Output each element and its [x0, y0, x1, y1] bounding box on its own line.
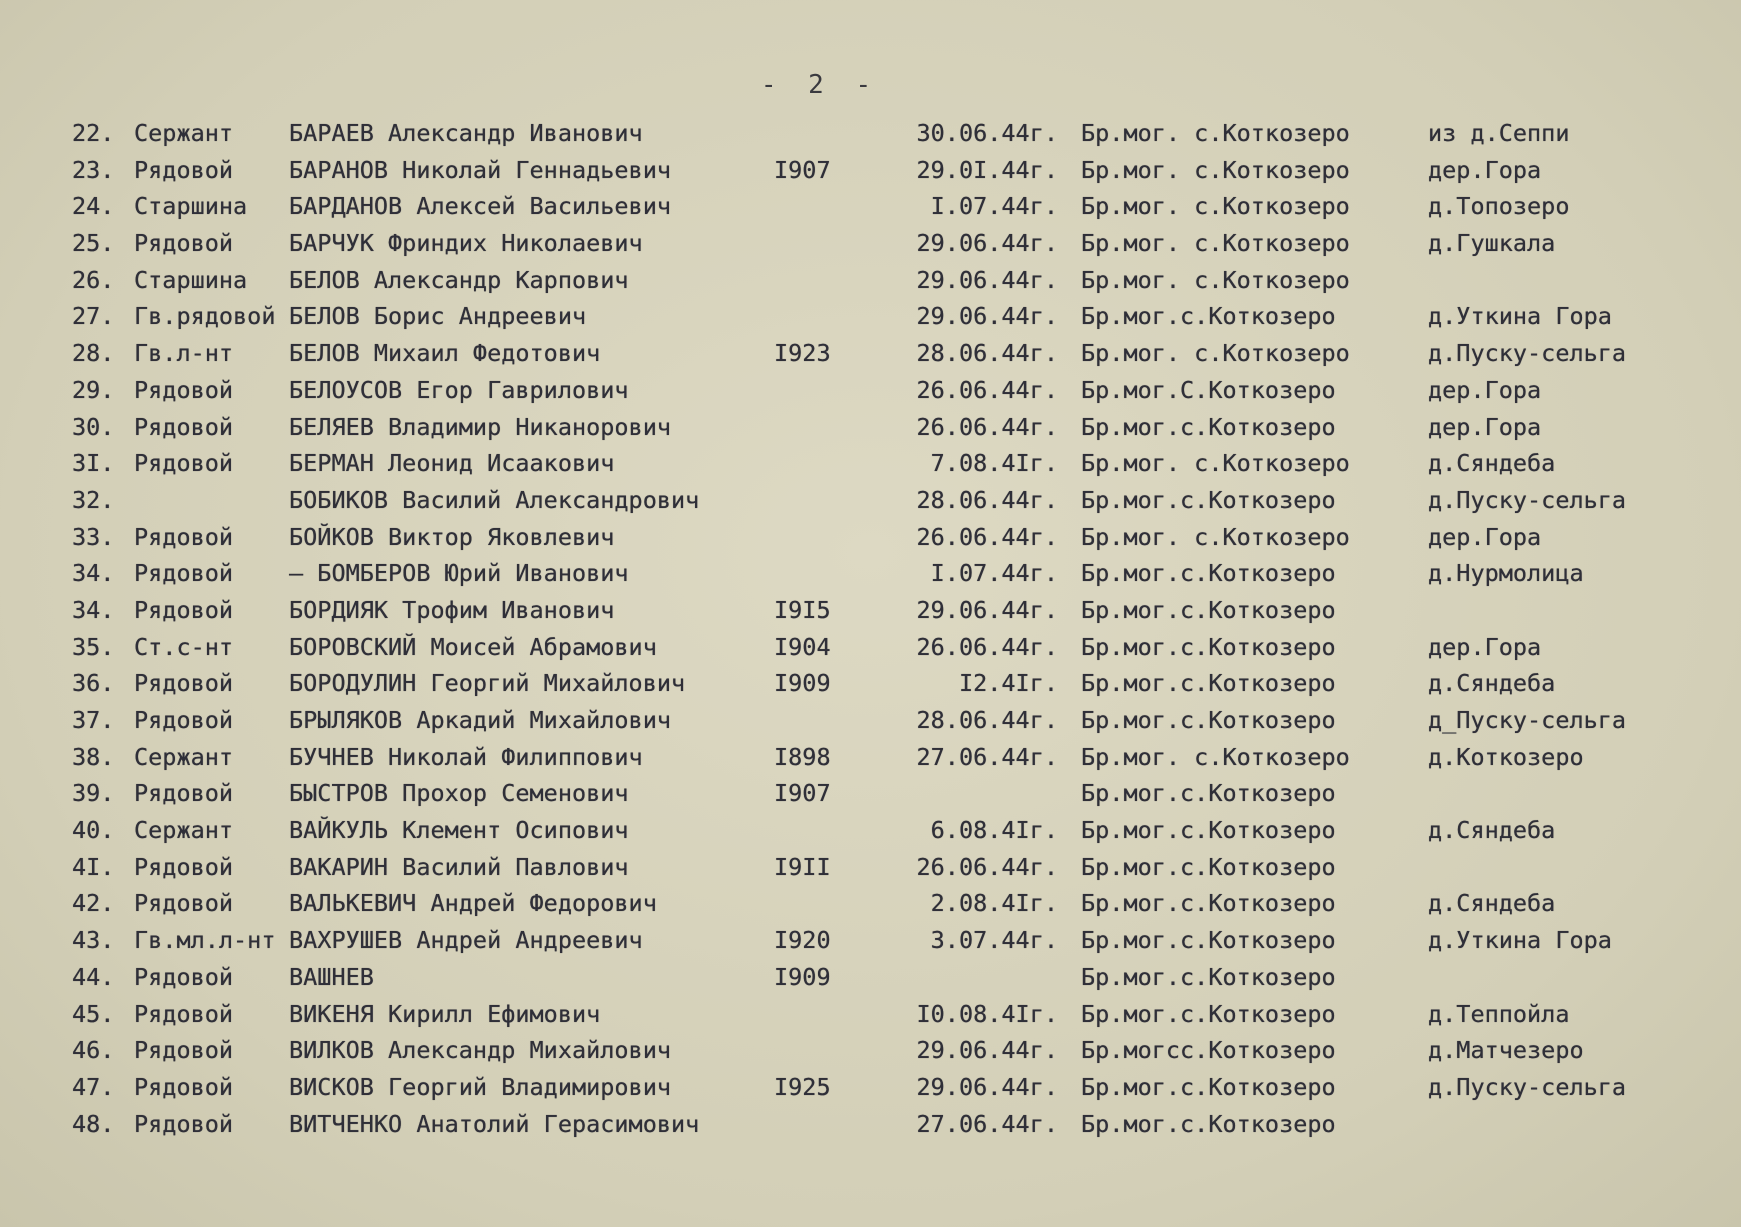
- entry-death-date: 2.08.4Iг.: [930, 889, 1058, 918]
- entry-death-date: 28.06.44г.: [916, 485, 1058, 514]
- entry-burial-place: Бр.мог. с.Коткозеро: [1081, 265, 1350, 294]
- entry-burial-place: Бр.мог.с.Коткозеро: [1081, 559, 1336, 588]
- entry-burial-place: Бр.мог.с.Коткозеро: [1081, 412, 1336, 441]
- entry-rank: Рядовой: [134, 999, 234, 1028]
- entry-rank: Рядовой: [134, 889, 234, 918]
- entry-death-date: 30.06.44г.: [916, 119, 1058, 147]
- entry-number: 24.: [72, 192, 115, 221]
- entry-burial-place: Бр.мог.с.Коткозеро: [1081, 852, 1336, 881]
- entry-burial-place: Бр.мог. с.Коткозеро: [1081, 229, 1350, 258]
- entry-burial-place: Бр.мог. с.Коткозеро: [1081, 449, 1350, 478]
- entry-name: БЕЛЯЕВ Владимир Никанорович: [289, 412, 672, 441]
- page-number: - 2 -: [760, 70, 880, 100]
- roster-row: [0, 482, 1741, 519]
- entry-death-date: 26.06.44г.: [916, 632, 1058, 661]
- roster-row: [0, 849, 1741, 886]
- entry-number: 36.: [72, 669, 115, 698]
- roster-row: [0, 702, 1741, 739]
- entry-number: 43.: [72, 926, 115, 955]
- entry-burial-place: Бр.мог. с.Коткозеро: [1081, 155, 1350, 184]
- entry-death-date: 26.06.44г.: [916, 852, 1058, 881]
- entry-location: д_Пуску-сельга: [1428, 706, 1627, 734]
- roster-row: [0, 555, 1741, 592]
- entry-location: д.Нурмолица: [1428, 559, 1584, 588]
- entry-name: БОРДИЯК Трофим Иванович: [289, 595, 615, 624]
- roster-row: [0, 885, 1741, 922]
- roster-row: [0, 519, 1741, 556]
- roster-row: [0, 115, 1741, 152]
- entry-birth-year: I9I5: [774, 595, 831, 624]
- entry-number: 45.: [72, 999, 115, 1028]
- roster-row: [0, 298, 1741, 335]
- entry-rank: Рядовой: [134, 669, 234, 698]
- entry-rank: Сержант: [134, 119, 234, 147]
- roster-row: [0, 812, 1741, 849]
- entry-death-date: 29.06.44г.: [916, 595, 1058, 624]
- entry-number: 47.: [72, 1072, 115, 1101]
- entry-rank: Рядовой: [134, 412, 234, 441]
- roster-row: [0, 996, 1741, 1033]
- entry-burial-place: Бр.мог. с.Коткозеро: [1081, 119, 1350, 147]
- entry-number: 40.: [72, 816, 115, 845]
- entry-number: 37.: [72, 706, 115, 734]
- entry-location: д.Гушкала: [1428, 229, 1556, 258]
- entry-burial-place: Бр.мог.С.Коткозеро: [1081, 375, 1336, 404]
- entry-death-date: 28.06.44г.: [916, 339, 1058, 368]
- entry-rank: Сержант: [134, 742, 234, 771]
- entry-location: д.Сяндеба: [1428, 889, 1556, 918]
- entry-death-date: 29.06.44г.: [916, 302, 1058, 331]
- entry-number: 44.: [72, 962, 115, 991]
- entry-number: 26.: [72, 265, 115, 294]
- entry-location: д.Сяндеба: [1428, 669, 1556, 698]
- roster-row: [0, 225, 1741, 262]
- entry-number: 29.: [72, 375, 115, 404]
- entry-location: д.Теппойла: [1428, 999, 1570, 1028]
- roster-row: [0, 739, 1741, 776]
- entry-name: БРЫЛЯКОВ Аркадий Михайлович: [289, 706, 672, 734]
- entry-name: ВАКАРИН Василий Павлович: [289, 852, 629, 881]
- roster-row: [0, 592, 1741, 629]
- entry-death-date: I0.08.4Iг.: [916, 999, 1058, 1028]
- entry-death-date: I.07.44г.: [930, 559, 1058, 588]
- entry-burial-place: Бр.могсс.Коткозеро: [1081, 1036, 1336, 1065]
- entry-death-date: I2.4Iг.: [958, 669, 1058, 698]
- entry-rank: Рядовой: [134, 595, 234, 624]
- entry-death-date: 26.06.44г.: [916, 522, 1058, 551]
- entry-name: БОРОВСКИЙ Моисей Абрамович: [289, 632, 657, 661]
- entry-name: БАРЧУК Фриндих Николаевич: [289, 229, 643, 258]
- entry-death-date: 26.06.44г.: [916, 412, 1058, 441]
- entry-burial-place: Бр.мог.с.Коткозеро: [1081, 1072, 1336, 1101]
- roster-row: [0, 372, 1741, 409]
- entry-name: БОБИКОВ Василий Александрович: [289, 485, 700, 514]
- roster-row: [0, 1032, 1741, 1069]
- entry-birth-year: I920: [774, 926, 831, 955]
- entry-burial-place: Бр.мог.с.Коткозеро: [1081, 302, 1336, 331]
- entry-burial-place: Бр.мог.с.Коткозеро: [1081, 816, 1336, 845]
- entry-birth-year: I9II: [774, 852, 831, 881]
- entry-burial-place: Бр.мог.с.Коткозеро: [1081, 706, 1336, 734]
- entry-location: д.Коткозеро: [1428, 742, 1584, 771]
- entry-birth-year: I909: [774, 669, 831, 698]
- entry-name: ВАЛЬКЕВИЧ Андрей Федорович: [289, 889, 657, 918]
- entry-name: – БОМБЕРОВ Юрий Иванович: [289, 559, 629, 588]
- entry-death-date: 27.06.44г.: [916, 742, 1058, 771]
- entry-burial-place: Бр.мог.с.Коткозеро: [1081, 632, 1336, 661]
- entry-number: 30.: [72, 412, 115, 441]
- entry-location: д.Уткина Гора: [1428, 302, 1612, 331]
- entry-burial-place: Бр.мог.с.Коткозеро: [1081, 962, 1336, 991]
- entry-rank: Рядовой: [134, 449, 234, 478]
- entry-location: д.Пуску-сельга: [1428, 339, 1627, 368]
- entry-name: БАРАЕВ Александр Иванович: [289, 119, 643, 147]
- entry-number: 35.: [72, 632, 115, 661]
- entry-name: ВИКЕНЯ Кирилл Ефимович: [289, 999, 601, 1028]
- entry-name: БОЙКОВ Виктор Яковлевич: [289, 522, 615, 551]
- entry-location: из д.Сеппи: [1428, 119, 1570, 147]
- entry-burial-place: Бр.мог.с.Коткозеро: [1081, 999, 1336, 1028]
- entry-rank: Рядовой: [134, 559, 234, 588]
- entry-location: д.Матчезеро: [1428, 1036, 1584, 1065]
- roster-row: [0, 1106, 1741, 1143]
- entry-birth-year: I925: [774, 1072, 831, 1101]
- roster-row: [0, 188, 1741, 225]
- entry-rank: Рядовой: [134, 229, 234, 258]
- entry-death-date: 29.06.44г.: [916, 229, 1058, 258]
- entry-number: 38.: [72, 742, 115, 771]
- roster-row: [0, 959, 1741, 996]
- entry-name: ВАШНЕВ: [289, 962, 374, 991]
- entry-death-date: I.07.44г.: [930, 192, 1058, 221]
- entry-burial-place: Бр.мог. с.Коткозеро: [1081, 192, 1350, 221]
- entry-name: БЕЛОВ Борис Андреевич: [289, 302, 587, 331]
- entry-location: дер.Гора: [1428, 522, 1542, 551]
- entry-burial-place: Бр.мог.с.Коткозеро: [1081, 485, 1336, 514]
- entry-birth-year: I904: [774, 632, 831, 661]
- entry-burial-place: Бр.мог.с.Коткозеро: [1081, 595, 1336, 624]
- entry-number: 42.: [72, 889, 115, 918]
- entry-rank: Рядовой: [134, 375, 234, 404]
- entry-burial-place: Бр.мог. с.Коткозеро: [1081, 522, 1350, 551]
- entry-number: 34.: [72, 595, 115, 624]
- entry-number: 32.: [72, 485, 115, 514]
- entry-rank: Сержант: [134, 816, 234, 845]
- entry-rank: Рядовой: [134, 1072, 234, 1101]
- entry-number: 25.: [72, 229, 115, 258]
- entry-location: д.Сяндеба: [1428, 816, 1556, 845]
- entry-rank: Рядовой: [134, 522, 234, 551]
- entry-birth-year: I907: [774, 155, 831, 184]
- entry-number: 22.: [72, 119, 115, 147]
- roster-row: [0, 409, 1741, 446]
- entry-name: ВИСКОВ Георгий Владимирович: [289, 1072, 672, 1101]
- entry-death-date: 28.06.44г.: [916, 706, 1058, 734]
- entry-location: д.Топозеро: [1428, 192, 1570, 221]
- entry-name: ВАЙКУЛЬ Клемент Осипович: [289, 816, 629, 845]
- entry-birth-year: I907: [774, 779, 831, 808]
- entry-location: д.Уткина Гора: [1428, 926, 1612, 955]
- entry-number: 39.: [72, 779, 115, 808]
- entry-number: 23.: [72, 155, 115, 184]
- roster-row: [0, 445, 1741, 482]
- entry-name: БЕЛОВ Михаил Федотович: [289, 339, 601, 368]
- entry-rank: Гв.рядовой: [134, 302, 276, 331]
- entry-rank: Гв.л-нт: [134, 339, 234, 368]
- entry-name: БЕЛОУСОВ Егор Гаврилович: [289, 375, 629, 404]
- entry-rank: Рядовой: [134, 706, 234, 734]
- entry-burial-place: Бр.мог.с.Коткозеро: [1081, 889, 1336, 918]
- roster-row: [0, 1069, 1741, 1106]
- entry-death-date: 29.0I.44г.: [916, 155, 1058, 184]
- entry-burial-place: Бр.мог.с.Коткозеро: [1081, 1109, 1336, 1138]
- entry-burial-place: Бр.мог.с.Коткозеро: [1081, 926, 1336, 955]
- entry-number: 4I.: [72, 852, 115, 881]
- entry-number: 33.: [72, 522, 115, 551]
- roster-row: [0, 262, 1741, 299]
- entry-rank: Рядовой: [134, 852, 234, 881]
- entry-name: БУЧНЕВ Николай Филиппович: [289, 742, 643, 771]
- entry-birth-year: I909: [774, 962, 831, 991]
- entry-name: ВИЛКОВ Александр Михайлович: [289, 1036, 672, 1065]
- entry-name: БАРАНОВ Николай Геннадьевич: [289, 155, 672, 184]
- entry-number: 46.: [72, 1036, 115, 1065]
- entry-birth-year: I923: [774, 339, 831, 368]
- entry-number: 48.: [72, 1109, 115, 1138]
- entry-location: дер.Гора: [1428, 412, 1542, 441]
- entry-rank: Старшина: [134, 192, 248, 221]
- entry-location: дер.Гора: [1428, 632, 1542, 661]
- entry-rank: Рядовой: [134, 779, 234, 808]
- entry-number: 27.: [72, 302, 115, 331]
- entry-rank: Рядовой: [134, 1109, 234, 1138]
- entry-death-date: 29.06.44г.: [916, 1072, 1058, 1101]
- entry-death-date: 26.06.44г.: [916, 375, 1058, 404]
- entry-death-date: 6.08.4Iг.: [930, 816, 1058, 845]
- entry-death-date: 7.08.4Iг.: [930, 449, 1058, 478]
- entry-death-date: 29.06.44г.: [916, 265, 1058, 294]
- entry-burial-place: Бр.мог.с.Коткозеро: [1081, 669, 1336, 698]
- roster-row: [0, 629, 1741, 666]
- entry-birth-year: I898: [774, 742, 831, 771]
- entry-name: ВАХРУШЕВ Андрей Андреевич: [289, 926, 643, 955]
- entry-burial-place: Бр.мог.с.Коткозеро: [1081, 779, 1336, 808]
- entry-death-date: 27.06.44г.: [916, 1109, 1058, 1138]
- roster-row: [0, 152, 1741, 189]
- entry-death-date: 3.07.44г.: [930, 926, 1058, 955]
- entry-location: дер.Гора: [1428, 155, 1542, 184]
- entry-location: д.Сяндеба: [1428, 449, 1556, 478]
- entry-name: БАРДАНОВ Алексей Васильевич: [289, 192, 672, 221]
- entry-name: БЕЛОВ Александр Карпович: [289, 265, 629, 294]
- entry-name: БЕРМАН Леонид Исаакович: [289, 449, 615, 478]
- entry-rank: Ст.с-нт: [134, 632, 234, 661]
- entry-number: 34.: [72, 559, 115, 588]
- entry-rank: Рядовой: [134, 962, 234, 991]
- entry-name: БОРОДУЛИН Георгий Михайлович: [289, 669, 686, 698]
- entry-burial-place: Бр.мог. с.Коткозеро: [1081, 742, 1350, 771]
- roster-row: [0, 335, 1741, 372]
- entry-location: д.Пуску-сельга: [1428, 1072, 1627, 1101]
- roster-row: [0, 922, 1741, 959]
- entry-location: дер.Гора: [1428, 375, 1542, 404]
- roster-row: [0, 775, 1741, 812]
- entry-location: д.Пуску-сельга: [1428, 485, 1627, 514]
- entry-rank: Старшина: [134, 265, 248, 294]
- entry-number: 28.: [72, 339, 115, 368]
- entry-rank: Рядовой: [134, 1036, 234, 1065]
- entry-rank: Рядовой: [134, 155, 234, 184]
- entry-name: БЫСТРОВ Прохор Семенович: [289, 779, 629, 808]
- burial-roster: [0, 115, 1741, 1142]
- entry-rank: Гв.мл.л-нт: [134, 926, 276, 955]
- entry-number: 3I.: [72, 449, 115, 478]
- entry-death-date: 29.06.44г.: [916, 1036, 1058, 1065]
- entry-name: ВИТЧЕНКО Анатолий Герасимович: [289, 1109, 700, 1138]
- entry-burial-place: Бр.мог. с.Коткозеро: [1081, 339, 1350, 368]
- roster-row: [0, 665, 1741, 702]
